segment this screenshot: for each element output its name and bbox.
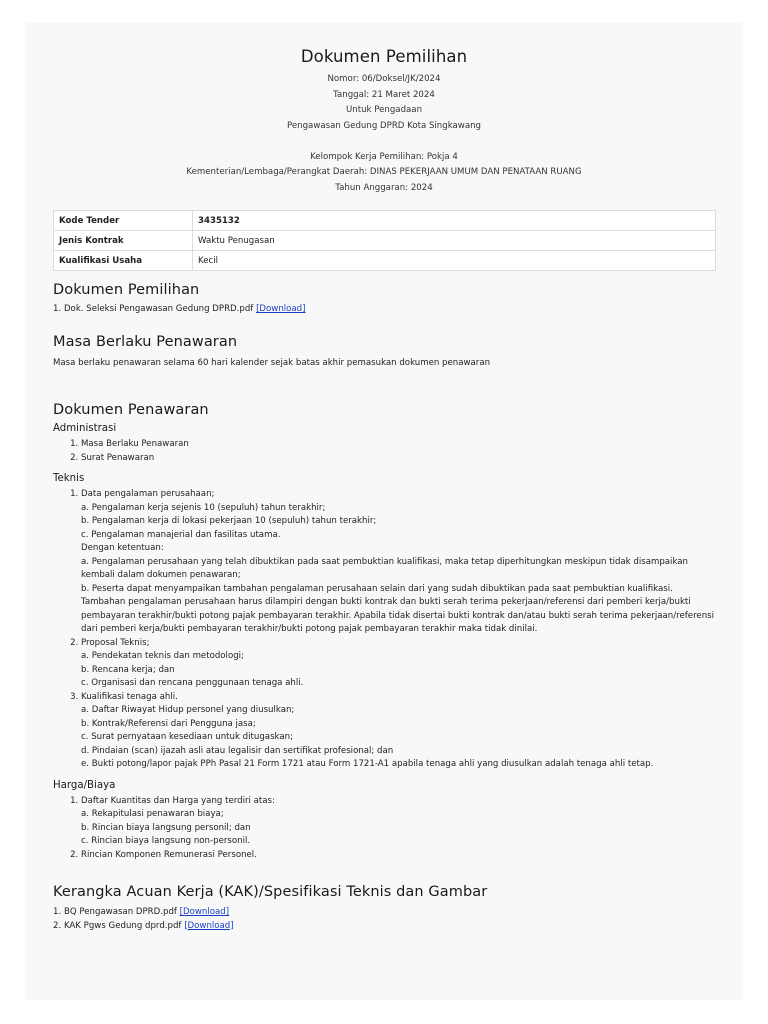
list-item: 2. Rincian Komponen Remunerasi Personel. bbox=[81, 849, 715, 863]
nomor: Nomor: 06/Doksel/JK/2024 bbox=[327, 74, 441, 84]
file-name: BQ Pengawasan DPRD.pdf bbox=[63, 907, 177, 917]
sub-item: b. Kontrak/Referensi dari Pengguna jasa; bbox=[81, 718, 256, 729]
pokja: Kelompok Kerja Pemilihan: Pokja 4 bbox=[310, 151, 458, 162]
list-item bbox=[81, 795, 715, 849]
table-value: 3435132 bbox=[193, 211, 716, 231]
document-title: Dokumen Pemilihan bbox=[300, 47, 468, 66]
list-item bbox=[81, 637, 715, 691]
section-masa-berlaku bbox=[53, 334, 715, 371]
section-heading: Kerangka Acuan Kerja (KAK)/Spesifikasi Teknis dan Gambar bbox=[53, 884, 488, 900]
tahun-anggaran: Tahun Anggaran: 2024 bbox=[335, 182, 433, 193]
item-title: Data pengalaman perusahaan; bbox=[81, 489, 215, 499]
sub-item: c. Rincian biaya langsung non-personil. bbox=[81, 836, 251, 846]
sub-item: c. Organisasi dan rencana penggunaan tenaga ahli. bbox=[81, 678, 304, 688]
file-number: 1. bbox=[53, 304, 62, 314]
sub-item: a. Pengalaman perusahaan yang telah dibuktikan pada saat pembuktian kualifikasi, maka tetap diperhitungkan meskipun tidak disampaikan kembali dalam dokumen penawaran; bbox=[81, 556, 688, 580]
list-item: 1. Masa Berlaku Penawaran bbox=[81, 438, 715, 452]
file-row bbox=[53, 906, 715, 920]
sub-item: d. Pindaian (scan) ijazah asli atau legalisir dan sertifikat profesional; dan bbox=[81, 745, 394, 756]
table-row bbox=[54, 211, 716, 231]
item-title: Kualifikasi tenaga ahli. bbox=[81, 691, 178, 702]
document-page bbox=[25, 23, 743, 1000]
file-row bbox=[53, 920, 715, 934]
klpd: Kementerian/Lembaga/Perangkat Daerah: DINAS PEKERJAAN UMUM DAN PENATAAN RUANG bbox=[186, 167, 582, 177]
table-key: Kualifikasi Usaha bbox=[54, 251, 193, 271]
table-row bbox=[54, 251, 716, 271]
sub-item: e. Bukti potong/lapor pajak PPh Pasal 21 Form 1721 atau Form 1721-A1 apabila tenaga ahli yang diusulkan adalah tenaga ahli tetap. bbox=[81, 759, 654, 769]
download-link[interactable]: [Download] bbox=[256, 304, 306, 314]
harga-list bbox=[53, 795, 715, 863]
section-dokumen-penawaran bbox=[53, 402, 715, 862]
sub-item: c. Pengalaman manajerial dan fasilitas utama. bbox=[81, 529, 281, 540]
table-key: Kode Tender bbox=[54, 211, 193, 231]
download-link[interactable]: [Download] bbox=[179, 907, 230, 917]
masa-berlaku-text: Masa berlaku penawaran selama 60 hari kalender sejak batas akhir pemasukan dokumen penawaran bbox=[53, 357, 491, 368]
list-item bbox=[81, 488, 715, 637]
item-title: Proposal Teknis; bbox=[81, 637, 150, 648]
administrasi-list bbox=[53, 438, 715, 465]
sub-items bbox=[81, 502, 715, 637]
subsection-heading: Harga/Biaya bbox=[53, 779, 116, 791]
file-name: KAK Pgws Gedung dprd.pdf bbox=[63, 920, 182, 931]
untuk-pengadaan: Untuk Pengadaan bbox=[345, 105, 423, 115]
section-heading: Dokumen Pemilihan bbox=[53, 282, 200, 298]
sub-item: b. Rencana kerja; dan bbox=[81, 664, 175, 675]
sub-items bbox=[81, 808, 715, 849]
sub-item: a. Daftar Riwayat Hidup personel yang diusulkan; bbox=[81, 705, 295, 715]
sub-items bbox=[81, 704, 715, 772]
file-number: 1. bbox=[53, 907, 62, 917]
table-row bbox=[54, 231, 716, 251]
nama-pengadaan: Pengawasan Gedung DPRD Kota Singkawang bbox=[286, 120, 481, 131]
section-kak bbox=[53, 884, 715, 933]
table-value: Waktu Penugasan bbox=[193, 231, 716, 251]
sub-item: Dengan ketentuan: bbox=[81, 543, 164, 553]
item-title: Daftar Kuantitas dan Harga yang terdiri atas: bbox=[81, 795, 275, 806]
sub-item: a. Rekapitulasi penawaran biaya; bbox=[81, 809, 224, 819]
sub-items bbox=[81, 650, 715, 691]
sub-item: b. Rincian biaya langsung personil; dan bbox=[81, 822, 251, 833]
download-link[interactable]: [Download] bbox=[184, 920, 234, 931]
teknis-list bbox=[53, 488, 715, 772]
tanggal: Tanggal: 21 Maret 2024 bbox=[333, 89, 435, 100]
table-key: Jenis Kontrak bbox=[54, 231, 193, 251]
sub-item: b. Peserta dapat menyampaikan tambahan pengalaman perusahaan selain dari yang sudah dibuktikan pada saat pembuktian kualifikasi. Tambahan pengalaman perusahaan harus dilampiri dengan bukti kontrak dan bukti serah terima pekerjaan/referensi dari pemberi kerja/bukti pembayaran terakhir/bukti potong pajak pembayaran terakhir. Apabila tidak disertai bukti kontrak dan/atau bukti serah terima pekerjaan/referensi dari pemberi kerja/bukti pembayaran terakhir/bukti potong pajak pembayaran terakhir maka tidak dinilai. bbox=[81, 583, 715, 634]
file-row bbox=[53, 303, 715, 317]
document-header bbox=[53, 47, 715, 196]
file-name: Dok. Seleksi Pengawasan Gedung DPRD.pdf bbox=[63, 304, 254, 314]
subsection-heading: Teknis bbox=[53, 473, 85, 484]
list-item bbox=[81, 691, 715, 772]
sub-item: b. Pengalaman kerja di lokasi pekerjaan 10 (sepuluh) tahun terakhir; bbox=[81, 516, 377, 526]
section-heading: Dokumen Penawaran bbox=[53, 402, 209, 418]
subsection-heading: Administrasi bbox=[53, 423, 117, 434]
file-number: 2. bbox=[53, 920, 62, 931]
tender-info-table bbox=[53, 210, 716, 271]
section-heading: Masa Berlaku Penawaran bbox=[53, 333, 238, 350]
sub-item: a. Pendekatan teknis dan metodologi; bbox=[81, 651, 244, 661]
sub-item: c. Surat pernyataan kesediaan untuk ditugaskan; bbox=[81, 732, 293, 742]
table-value: Kecil bbox=[193, 251, 716, 271]
sub-item: a. Pengalaman kerja sejenis 10 (sepuluh) tahun terakhir; bbox=[81, 502, 326, 513]
section-dokumen-pemilihan bbox=[53, 282, 715, 317]
list-item: 2. Surat Penawaran bbox=[81, 452, 715, 466]
